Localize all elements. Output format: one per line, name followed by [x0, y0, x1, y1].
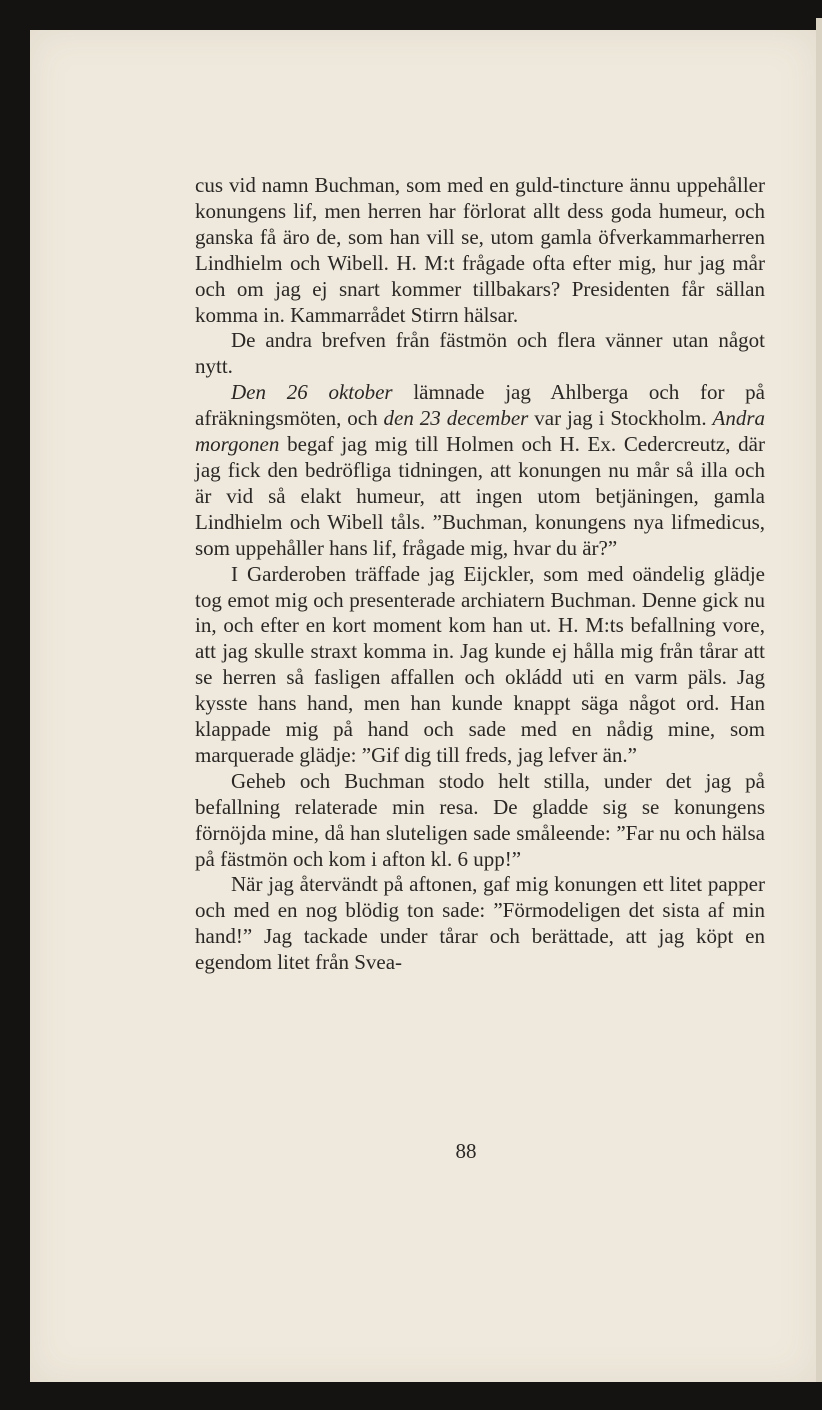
- italic-date-phrase: Den 26 oktober: [231, 380, 393, 405]
- text-run: Geheb och Buchman stodo helt stilla, under det jag på befallning relaterade min resa. De gladde sig se konungens förnöjda mine, då han sluteligen sade småleende: ”Far nu och hälsa på fästmön och kom i afton kl. 6 upp!”: [195, 768, 765, 871]
- paragraph: [195, 872, 765, 976]
- paragraph: [195, 380, 765, 561]
- text-run: De andra brefven från fästmön och flera vänner utan något nytt.: [195, 328, 765, 379]
- body-text: [195, 173, 765, 976]
- paragraph: [195, 562, 765, 769]
- italic-date-phrase: den 23 december: [383, 406, 529, 431]
- text-run: cus vid namn Buchman, som med en guld-tincture ännu uppehåller konungens lif, men herren har förlorat allt dess goda humeur, och ganska få äro de, som han vill se, utom gamla öfverkammarherren Lindhielm och Wibell. H. M:t frågade ofta efter mig, hur jag mår och om jag ej snart kommer tillbakars? Presidenten får sällan komma in. Kammarrådet Stirrn hälsar.: [195, 173, 765, 327]
- page-number: 88: [455, 1139, 477, 1163]
- paragraph: [195, 173, 765, 328]
- text-run: begaf jag mig till Holmen och H. Ex. Cedercreutz, där jag fick den bedröfliga tidningen, att konungen nu mår så illa och är vid så elakt humeur, att ingen utom betjäningen, gamla Lindhielm och Wibell tåls. ”Buchman, konungens nya lifmedicus, som uppehåller hans lif, frågade mig, hvar du är?”: [195, 432, 765, 560]
- text-run: lämnade jag Ahlberga och for på afräkningsmöten, och: [195, 380, 766, 431]
- text-run: I Garderoben träffade jag Eijckler, som med oändelig glädje tog emot mig och presenterade archiatern Buchman. Denne gick nu in, och efter en kort moment kom han ut. H. M:ts befallning vore, att jag skulle straxt komma in. Jag kunde ej hålla mig från tårar att se herren så fasligen affallen och okládd uti en varm päls. Jag kysste hans hand, men han kunde knappt säga något ord. Han klappade mig på hand och sade med en nådig mine, som marquerade glädje: ”Gif dig till freds, jag lefver än.”: [195, 561, 765, 767]
- text-run: var jag i Stockholm.: [528, 406, 713, 431]
- text-run: När jag återvändt på aftonen, gaf mig konungen ett litet papper och med en nog blödig ton sade: ”Förmodeligen det sista af min hand!” Jag tackade under tårar och berättade, att jag köpt en egendom litet från Svea-: [195, 872, 765, 975]
- paragraph: [195, 769, 765, 873]
- italic-date-phrase: Andra morgonen: [195, 406, 766, 457]
- paragraph: [195, 328, 765, 380]
- page-edge: [816, 18, 822, 1382]
